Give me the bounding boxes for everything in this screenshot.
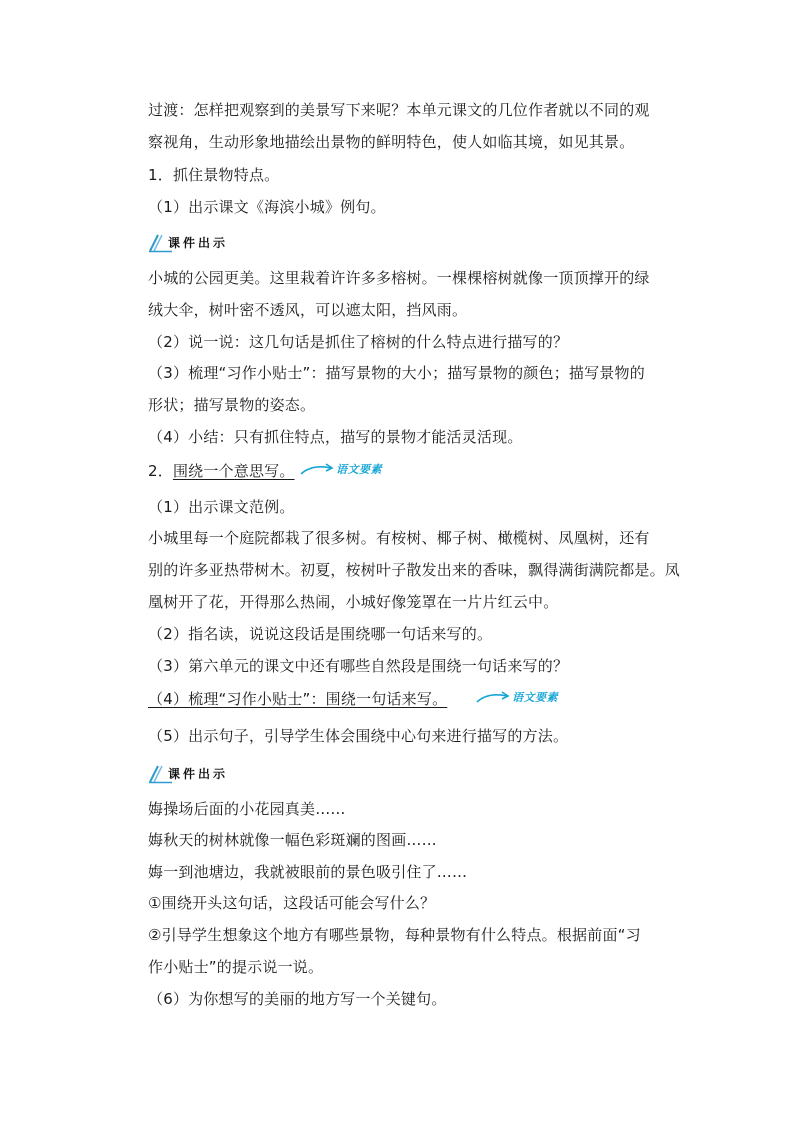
courseware-tag-label: 课件出示	[168, 235, 229, 250]
transition-line-2: 察视角，生动形象地描绘出景物的鲜明特色，使人如临其境，如见其景。	[148, 133, 635, 151]
section1-step2: （2）说一说：这几句话是抓住了榕树的什么特点进行描写的？	[148, 333, 569, 351]
sentence-marker: 娒	[148, 863, 164, 881]
key-element-badge-2-label: 语文要素	[512, 691, 558, 704]
sentence-2	[148, 830, 437, 850]
section2-heading	[148, 461, 295, 481]
example-line-2: 别的许多亚热带树木。初夏，桉树叶子散发出来的香味，飘得满街满院都是。凤	[148, 561, 681, 579]
section1-step3-line-1: （3）梳理“习作小贴士”：描写景物的大小；描写景物的颜色；描写景物的	[148, 364, 645, 382]
sentence-1-text: 操场后面的小花园真美……	[163, 800, 346, 818]
courseware-tag-2-label: 课件出示	[168, 766, 229, 781]
question-1: ①围绕开头这句话，这段话可能会写什么？	[148, 894, 436, 912]
section1-step3-line-2: 形状；描写景物的姿态。	[148, 396, 316, 414]
section2-step6: （6）为你想写的美丽的地方写一个关键句。	[148, 990, 447, 1008]
sentence-2-text: 秋天的树林就像一幅色彩斑斓的图画……	[163, 831, 437, 849]
section2-step5: （5）出示句子，引导学生体会围绕中心句来进行描写的方法。	[148, 727, 569, 745]
arrow-swoosh-icon	[300, 461, 334, 477]
sentence-marker: 娒	[148, 831, 164, 849]
arrow-swoosh-icon	[476, 689, 510, 705]
key-element-badge-2	[476, 689, 558, 705]
key-element-badge-label: 语文要素	[336, 463, 382, 476]
section1-heading: 1．抓住景物特点。	[148, 166, 280, 184]
key-element-badge	[300, 461, 382, 477]
section1-step1: （1）出示课文《海滨小城》例句。	[148, 198, 386, 216]
sentence-3	[148, 862, 467, 882]
courseware-tag-2	[146, 762, 228, 784]
sentence-marker: 娒	[148, 800, 164, 818]
section1-step4: （4）小结：只有抓住特点，描写的景物才能活灵活现。	[148, 428, 523, 446]
example-line-3: 凰树开了花，开得那么热闹，小城好像笼罩在一片片红云中。	[148, 593, 559, 611]
section2-heading-text: 围绕一个意思写。	[172, 462, 295, 480]
transition-line-1: 过渡：怎样把观察到的美景写下来呢？本单元课文的几位作者就以不同的观	[148, 101, 650, 119]
sentence-3-text: 一到池塘边，我就被眼前的景色吸引住了……	[163, 863, 468, 881]
example-line-1: 小城里每一个庭院都栽了很多树。有桉树、椰子树、橄榄树、凤凰树，还有	[148, 529, 650, 547]
section2-step4-text: （4）梳理“习作小贴士”：围绕一句话来写。	[148, 690, 448, 708]
question-2-line-1: ②引导学生想象这个地方有哪些景物，每种景物有什么特点。根据前面“习	[148, 926, 641, 944]
courseware-tag	[146, 231, 228, 253]
section2-step3: （3）第六单元的课文中还有哪些自然段是围绕一句话来写的？	[148, 657, 569, 675]
sentence-1	[148, 799, 346, 819]
section2-step2: （2）指名读，说说这段话是围绕哪一句话来写的。	[148, 625, 493, 643]
section2-heading-prefix: 2．	[148, 462, 173, 480]
question-2-line-2: 作小贴士”的提示说一说。	[148, 958, 324, 976]
section2-step1: （1）出示课文范例。	[148, 498, 295, 516]
section2-step4	[148, 689, 447, 709]
quote-line-2: 绒大伞，树叶密不透风，可以遮太阳，挡风雨。	[148, 301, 468, 319]
quote-line-1: 小城的公园更美。这里栽着许许多多榕树。一棵棵榕树就像一顶顶撑开的绿	[148, 269, 650, 287]
